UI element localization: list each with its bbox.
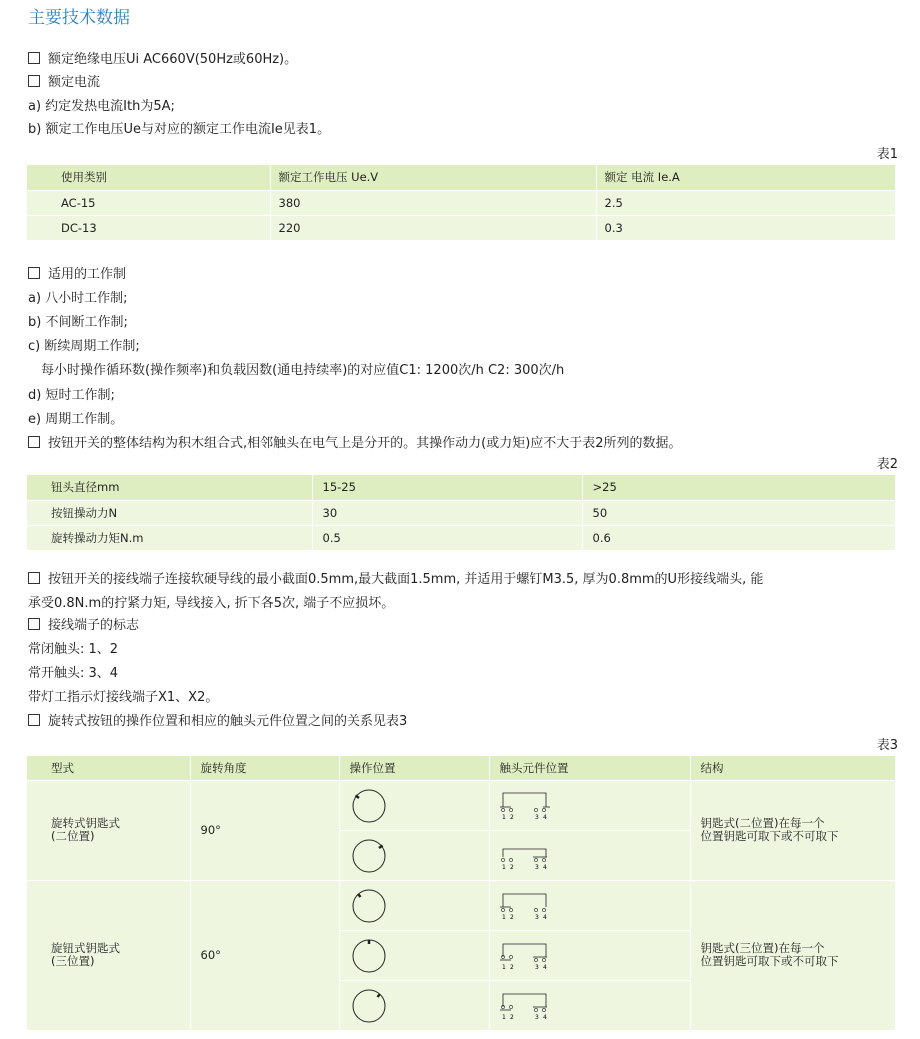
angle-cell: 60°	[190, 880, 339, 1030]
terminal-label: 2	[509, 914, 514, 921]
paragraph-text: 按钮开关的接线端子连接软硬导线的最小截面0.5mm,最大截面1.5mm, 并适用于螺钉M3.5, 厚为0.8mm的U形接线端头, 能	[48, 572, 764, 587]
contact-diagram-icon	[500, 885, 570, 925]
contact-diagram-icon	[500, 985, 570, 1025]
terminal-label: 4	[542, 864, 547, 871]
paragraph-text: 承受0.8N.m的拧紧力矩, 导线接入, 折下各5次, 端子不应损坏。	[28, 596, 395, 611]
table-header-cell: 旋转角度	[190, 756, 339, 780]
checkbox-bullet	[28, 75, 40, 87]
table1	[27, 165, 896, 241]
table-cell: 0.6	[582, 525, 896, 550]
paragraph-text: c) 断续周期工作制;	[28, 339, 140, 354]
paragraph-text: 接线端子的标志	[48, 618, 140, 633]
table-row	[27, 190, 896, 215]
contact-diagram-icon	[500, 785, 570, 825]
table-header-cell: 使用类别	[27, 165, 270, 190]
table-cell: 380	[270, 190, 596, 215]
dial-position-icon	[350, 987, 388, 1025]
checkbox-bullet	[28, 436, 40, 448]
table-header-row	[27, 165, 896, 190]
table2-caption: 表2	[876, 457, 898, 472]
terminal-label: 4	[542, 964, 547, 971]
contact-diagram-icon	[500, 835, 570, 875]
paragraph-text: d) 短时工作制;	[28, 388, 115, 403]
structure-cell: 钥匙式(二位置)在每一个 位置钥匙可取下或不可取下	[690, 780, 896, 880]
paragraph-text: b) 额定工作电压Ue与对应的额定工作电流Ie见表1。	[28, 122, 331, 137]
terminal-label: 4	[542, 914, 547, 921]
terminal-label: 2	[509, 814, 514, 821]
table-cell: 钮头直径mm	[27, 475, 312, 500]
terminal-label: 3	[534, 914, 539, 921]
checkbox-bullet	[28, 714, 40, 726]
angle-cell: 90°	[190, 780, 339, 880]
operating-position-cell	[339, 930, 489, 980]
table-cell: 0.3	[596, 215, 896, 240]
table-header-cell: 额定工作电压 Ue.V	[270, 165, 596, 190]
checkbox-bullet	[28, 52, 40, 64]
table-row	[27, 780, 896, 830]
terminal-label: 1	[501, 914, 506, 921]
table-cell: 旋转操动力矩N.m	[27, 525, 312, 550]
paragraph-text: e) 周期工作制。	[28, 412, 124, 427]
terminal-label: 2	[509, 964, 514, 971]
terminal-label: 1	[501, 964, 506, 971]
checkbox-bullet	[28, 267, 40, 279]
table-header-cell: 额定 电流 Ie.A	[596, 165, 896, 190]
contact-position-cell	[489, 780, 690, 830]
table-header-row	[27, 756, 896, 780]
paragraph-text: 旋转式按钮的操作位置和相应的触头元件位置之间的关系见表3	[48, 714, 408, 729]
operating-position-cell	[339, 780, 489, 830]
paragraph-text: 常闭触头: 1、2	[28, 642, 119, 657]
table-cell: DC-13	[27, 215, 270, 240]
paragraph-text: 额定电流	[48, 75, 101, 90]
terminal-label: 1	[501, 814, 506, 821]
paragraph-terminal-spec	[28, 571, 763, 589]
checkbox-bullet	[28, 572, 40, 584]
contact-position-cell	[489, 830, 690, 880]
terminal-label: 3	[534, 1014, 539, 1021]
table-cell: AC-15	[27, 190, 270, 215]
operating-position-cell	[339, 880, 489, 930]
terminal-label: 4	[542, 1014, 547, 1021]
dial-position-icon	[350, 787, 388, 825]
table-row	[27, 215, 896, 240]
operating-position-cell	[339, 830, 489, 880]
table-row	[27, 500, 896, 525]
table-header-cell: 结构	[690, 756, 896, 780]
section-title: 主要技术数据	[28, 8, 130, 28]
terminal-label: 4	[542, 814, 547, 821]
table-cell: 2.5	[596, 190, 896, 215]
type-cell: 旋钮式钥匙式 (三位置)	[27, 880, 190, 1030]
paragraph-text: 额定绝缘电压Ui AC660V(50Hz或60Hz)。	[48, 52, 298, 67]
table2	[27, 475, 896, 551]
checkbox-bullet	[28, 618, 40, 630]
paragraph-rated-current	[28, 74, 100, 92]
terminal-label: 3	[534, 964, 539, 971]
paragraph-rotary	[28, 713, 407, 731]
terminal-label: 3	[534, 814, 539, 821]
table-cell: >25	[582, 475, 896, 500]
dial-position-icon	[350, 937, 388, 975]
paragraph-text: a) 八小时工作制;	[28, 291, 128, 306]
table-row	[27, 880, 896, 930]
terminal-label: 3	[534, 864, 539, 871]
paragraph-text: a) 约定发热电流Ith为5A;	[28, 99, 175, 114]
paragraph-structure	[28, 435, 682, 453]
table-cell: 按钮操动力N	[27, 500, 312, 525]
paragraph-terminal-marking	[28, 617, 139, 635]
terminal-label: 2	[509, 1014, 514, 1021]
dial-position-icon	[350, 837, 388, 875]
table-header-cell: 触头元件位置	[489, 756, 690, 780]
table1-caption: 表1	[876, 147, 898, 162]
terminal-label: 1	[501, 864, 506, 871]
terminal-label: 1	[501, 1014, 506, 1021]
table-header-cell: 型式	[27, 756, 190, 780]
table-cell: 0.5	[312, 525, 582, 550]
contact-position-cell	[489, 980, 690, 1030]
table-row	[27, 525, 896, 550]
table-cell: 50	[582, 500, 896, 525]
terminal-label: 2	[509, 864, 514, 871]
paragraph-duty	[28, 266, 126, 284]
table-cell: 15-25	[312, 475, 582, 500]
table-header-cell: 操作位置	[339, 756, 489, 780]
type-cell: 旋转式钥匙式 (二位置)	[27, 780, 190, 880]
table3	[27, 756, 896, 1031]
table-cell: 30	[312, 500, 582, 525]
paragraph-text: b) 不间断工作制;	[28, 315, 128, 330]
paragraph-text: 带灯工指示灯接线端子X1、X2。	[28, 690, 219, 705]
dial-position-icon	[350, 887, 388, 925]
paragraph-insulation-voltage	[28, 51, 297, 69]
table-cell: 220	[270, 215, 596, 240]
contact-position-cell	[489, 930, 690, 980]
table3-caption: 表3	[876, 738, 898, 753]
paragraph-text: 按钮开关的整体结构为积木组合式,相邻触头在电气上是分开的。其操作动力(或力矩)应不大于表2所列的数据。	[48, 436, 682, 451]
paragraph-text: 常开触头: 3、4	[28, 666, 119, 681]
table-row	[27, 475, 896, 500]
structure-cell: 钥匙式(三位置)在每一个 位置钥匙可取下或不可取下	[690, 880, 896, 1030]
operating-position-cell	[339, 980, 489, 1030]
paragraph-text: 每小时操作循环数(操作频率)和负载因数(通电持续率)的对应值C1: 1200次/h C2: 300次/h	[41, 363, 565, 378]
contact-position-cell	[489, 880, 690, 930]
paragraph-text: 适用的工作制	[48, 267, 127, 282]
contact-diagram-icon	[500, 935, 570, 975]
